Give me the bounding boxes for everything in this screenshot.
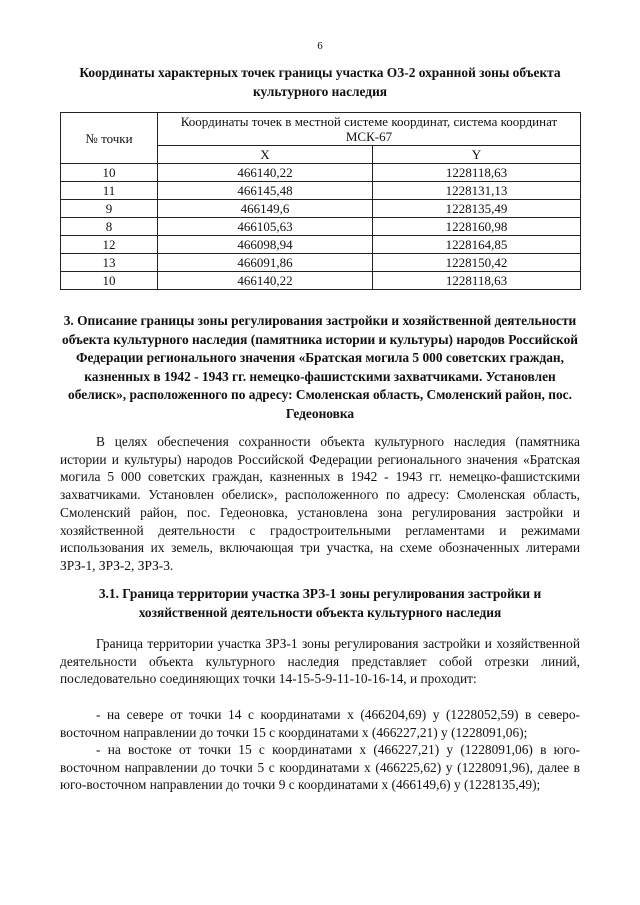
col-header-coordinates: Координаты точек в местной системе координат, система координат МСК-67 — [158, 113, 581, 146]
table-row — [61, 218, 581, 236]
point-number-cell: 11 — [61, 182, 158, 200]
x-cell: 466098,94 — [158, 236, 373, 254]
y-cell: 1228118,63 — [373, 164, 581, 182]
x-cell: 466091,86 — [158, 254, 373, 272]
section-3-paragraph: В целях обеспечения сохранности объекта культурного наследия (памятника истории и культуры) народов Российской Федерации регионального значения «Братская могила 5 000 советских граждан, казненных в 1942 - 1943 гг. немецко-фашистскими захватчиками. Установлен обелиск», расположенного по адресу: Смоленская область, Смоленский район, пос. Гедеоновка, установлена зона регулирования застройки и хозяйственной деятельности с градостроительными регламентами и режимами использования их земель, включающая три участка, на схеме обозначенных литерами ЗРЗ-1, ЗРЗ-2, ЗРЗ-3. — [60, 434, 580, 573]
table-row — [61, 200, 581, 218]
point-number-cell: 13 — [61, 254, 158, 272]
point-number-cell: 10 — [61, 272, 158, 290]
col-header-x: X — [158, 146, 373, 164]
boundary-item-east: - на востоке от точки 15 с координатами х (466227,21) у (1228091,06) в юго-восточном направлении до точки 5 с координатами х (466225,62) у (1228091,96), далее в юго-восточном направлении до точки 9 с координатами х (466149,6) у (1228135,49); — [60, 742, 580, 793]
table-row — [61, 272, 581, 290]
table-title: Координаты характерных точек границы участка ОЗ-2 охранной зоны объекта культурного наследия — [79, 65, 561, 99]
col-header-point-number: № точки — [61, 113, 158, 164]
col-header-y: Y — [373, 146, 581, 164]
table-row — [61, 236, 581, 254]
x-cell: 466149,6 — [158, 200, 373, 218]
y-cell: 1228118,63 — [373, 272, 581, 290]
table-row — [61, 182, 581, 200]
x-cell: 466140,22 — [158, 164, 373, 182]
table-row — [61, 164, 581, 182]
section-3-1-paragraph: Граница территории участка ЗРЗ-1 зоны регулирования застройки и хозяйственной деятельности объекта культурного наследия представляет собой отрезки линий, последовательно соединяющих точки 14-15-5-9-11-10-16-14, и проходит: — [60, 636, 580, 687]
x-cell: 466105,63 — [158, 218, 373, 236]
y-cell: 1228150,42 — [373, 254, 581, 272]
y-cell: 1228131,13 — [373, 182, 581, 200]
point-number-cell: 8 — [61, 218, 158, 236]
table-row — [61, 254, 581, 272]
section-3-1-heading: 3.1. Граница территории участка ЗРЗ-1 зоны регулирования застройки и хозяйственной деятельности объекта культурного наследия — [98, 586, 542, 620]
boundary-item-north: - на севере от точки 14 с координатами х (466204,69) у (1228052,59) в северо-восточном направлении до точки 15 с координатами х (466227,21) у (1228091,06); — [60, 707, 580, 740]
section-3-heading: 3. Описание границы зоны регулирования застройки и хозяйственной деятельности объекта культурного наследия (памятника истории и культуры) народов Российской Федерации регионального значения «Братская могила 5 000 советских граждан, казненных в 1942 - 1943 гг. немецко-фашистскими захватчиками. Установлен обелиск», расположенного по адресу: Смоленская область, Смоленский район, пос. Гедеоновка — [62, 313, 578, 421]
coordinates-table — [60, 112, 581, 290]
point-number-cell: 9 — [61, 200, 158, 218]
x-cell: 466140,22 — [158, 272, 373, 290]
point-number-cell: 10 — [61, 164, 158, 182]
page-number: 6 — [317, 40, 323, 52]
y-cell: 1228135,49 — [373, 200, 581, 218]
point-number-cell: 12 — [61, 236, 158, 254]
y-cell: 1228160,98 — [373, 218, 581, 236]
y-cell: 1228164,85 — [373, 236, 581, 254]
x-cell: 466145,48 — [158, 182, 373, 200]
